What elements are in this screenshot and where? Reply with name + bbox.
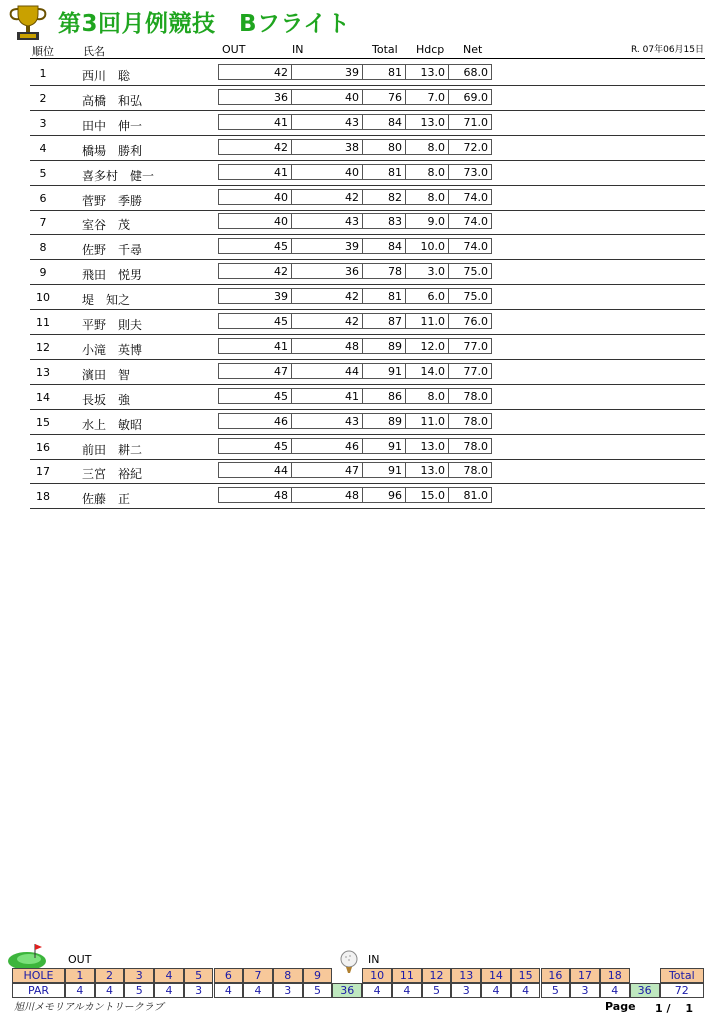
hole-number: 17 xyxy=(570,968,600,983)
hdcp-cell: 13.0 xyxy=(406,462,449,478)
total-score-cell: 81 xyxy=(363,64,406,80)
hdcp-cell: 7.0 xyxy=(406,89,449,105)
net-score-cell: 77.0 xyxy=(449,363,492,379)
net-score-cell: 74.0 xyxy=(449,238,492,254)
par-value: 5 xyxy=(303,983,333,998)
name-cell: 小滝 英博 xyxy=(82,342,143,357)
header-divider xyxy=(30,58,705,59)
name-cell: 前田 耕二 xyxy=(82,442,143,457)
out-score-cell: 45 xyxy=(218,438,292,454)
hdcp-cell: 8.0 xyxy=(406,388,449,404)
hole-number: 4 xyxy=(154,968,184,983)
net-score-cell: 78.0 xyxy=(449,438,492,454)
in-score-cell: 42 xyxy=(292,288,363,304)
table-row xyxy=(30,483,705,509)
out-score-cell: 42 xyxy=(218,263,292,279)
hole-number: 6 xyxy=(214,968,244,983)
total-score-cell: 81 xyxy=(363,288,406,304)
total-score-cell: 89 xyxy=(363,413,406,429)
header-net: Net xyxy=(463,43,483,56)
scorecard xyxy=(12,968,704,1000)
name-cell: 喜多村 健一 xyxy=(82,168,155,183)
in-score-cell: 42 xyxy=(292,313,363,329)
name-cell: 濱田 智 xyxy=(82,367,131,382)
net-score-cell: 73.0 xyxy=(449,164,492,180)
header-in: IN xyxy=(292,43,304,56)
table-row xyxy=(30,135,705,161)
name-cell: 高橋 和弘 xyxy=(82,93,143,108)
par-value: 3 xyxy=(451,983,481,998)
table-row xyxy=(30,209,705,235)
table-row xyxy=(30,409,705,435)
name-cell: 佐藤 正 xyxy=(82,492,131,507)
table-row xyxy=(30,185,705,211)
par-value: 5 xyxy=(541,983,571,998)
net-score-cell: 74.0 xyxy=(449,189,492,205)
hole-number: 12 xyxy=(422,968,452,983)
net-score-cell: 78.0 xyxy=(449,413,492,429)
par-value: 5 xyxy=(422,983,452,998)
out-score-cell: 36 xyxy=(218,89,292,105)
rank-cell: 7 xyxy=(39,216,47,230)
name-cell: 平野 則夫 xyxy=(82,318,143,332)
total-score-cell: 84 xyxy=(363,114,406,130)
table-row xyxy=(30,85,705,111)
header-name: 氏名 xyxy=(83,45,105,58)
rank-cell: 16 xyxy=(36,440,50,454)
hole-number: 2 xyxy=(95,968,125,983)
par-value: 4 xyxy=(95,983,125,998)
par-value: 4 xyxy=(511,983,541,998)
total-score-cell: 80 xyxy=(363,139,406,155)
hole-number: 9 xyxy=(303,968,333,983)
hdcp-cell: 3.0 xyxy=(406,263,449,279)
report-date: R. 07年06月15日 xyxy=(630,45,704,55)
par-value: 4 xyxy=(362,983,392,998)
rank-cell: 14 xyxy=(36,390,50,404)
par-value: 4 xyxy=(600,983,630,998)
par-value: 5 xyxy=(124,983,154,998)
par-value: 3 xyxy=(273,983,303,998)
par-value: 3 xyxy=(570,983,600,998)
name-cell: 佐野 千尋 xyxy=(82,243,143,258)
net-score-cell: 74.0 xyxy=(449,213,492,229)
out-label: OUT xyxy=(68,953,92,966)
net-score-cell: 68.0 xyxy=(449,64,492,80)
par-total: 72 xyxy=(660,983,704,998)
name-cell: 橋場 勝利 xyxy=(82,143,143,158)
total-score-cell: 89 xyxy=(363,338,406,354)
out-score-cell: 45 xyxy=(218,313,292,329)
in-score-cell: 39 xyxy=(292,238,363,254)
hdcp-cell: 13.0 xyxy=(406,438,449,454)
hdcp-cell: 8.0 xyxy=(406,164,449,180)
total-score-cell: 83 xyxy=(363,213,406,229)
rank-cell: 13 xyxy=(36,365,50,379)
out-sum-spacer xyxy=(332,968,362,983)
out-score-cell: 45 xyxy=(218,238,292,254)
name-cell: 三宮 裕紀 xyxy=(82,467,143,482)
out-score-cell: 41 xyxy=(218,338,292,354)
rank-cell: 10 xyxy=(36,291,50,305)
total-score-cell: 76 xyxy=(363,89,406,105)
name-cell: 堤 知之 xyxy=(82,293,131,308)
total-score-cell: 78 xyxy=(363,263,406,279)
table-row xyxy=(30,284,705,310)
in-sum-spacer xyxy=(630,968,660,983)
rank-cell: 12 xyxy=(36,340,50,354)
in-score-cell: 43 xyxy=(292,114,363,130)
hdcp-cell: 15.0 xyxy=(406,487,449,503)
net-score-cell: 78.0 xyxy=(449,388,492,404)
par-value: 4 xyxy=(243,983,273,998)
in-score-cell: 48 xyxy=(292,487,363,503)
out-par-total: 36 xyxy=(332,983,362,998)
hdcp-cell: 9.0 xyxy=(406,213,449,229)
hole-number: 3 xyxy=(124,968,154,983)
net-score-cell: 78.0 xyxy=(449,462,492,478)
hole-number: 11 xyxy=(392,968,422,983)
in-score-cell: 43 xyxy=(292,413,363,429)
hole-number: 14 xyxy=(481,968,511,983)
in-score-cell: 38 xyxy=(292,139,363,155)
in-score-cell: 41 xyxy=(292,388,363,404)
hole-number: 7 xyxy=(243,968,273,983)
hdcp-cell: 14.0 xyxy=(406,363,449,379)
golf-green-icon xyxy=(7,941,49,971)
net-score-cell: 72.0 xyxy=(449,139,492,155)
name-cell: 飛田 悦男 xyxy=(82,268,143,283)
rank-cell: 2 xyxy=(39,91,47,105)
out-score-cell: 42 xyxy=(218,64,292,80)
par-value: 4 xyxy=(392,983,422,998)
name-cell: 長坂 強 xyxy=(82,392,131,407)
header-rank: 順位 xyxy=(32,45,54,58)
in-score-cell: 48 xyxy=(292,338,363,354)
table-row xyxy=(30,309,705,335)
hdcp-cell: 8.0 xyxy=(406,139,449,155)
header-hdcp: Hdcp xyxy=(416,43,445,56)
hole-number: 18 xyxy=(600,968,630,983)
total-score-cell: 91 xyxy=(363,462,406,478)
hdcp-cell: 6.0 xyxy=(406,288,449,304)
club-name: 旭川メモリアルカントリークラブ xyxy=(14,1002,164,1013)
rank-cell: 11 xyxy=(36,316,50,329)
table-row xyxy=(30,458,705,484)
name-cell: 水上 敏昭 xyxy=(82,417,143,432)
out-score-cell: 46 xyxy=(218,413,292,429)
in-par-total: 36 xyxy=(630,983,660,998)
total-score-cell: 91 xyxy=(363,363,406,379)
hole-number: 13 xyxy=(451,968,481,983)
in-score-cell: 46 xyxy=(292,438,363,454)
out-score-cell: 42 xyxy=(218,139,292,155)
hdcp-cell: 12.0 xyxy=(406,338,449,354)
net-score-cell: 75.0 xyxy=(449,288,492,304)
hole-number: 1 xyxy=(65,968,95,983)
out-score-cell: 39 xyxy=(218,288,292,304)
table-row xyxy=(30,234,705,260)
net-score-cell: 75.0 xyxy=(449,263,492,279)
hdcp-cell: 11.0 xyxy=(406,313,449,329)
in-score-cell: 44 xyxy=(292,363,363,379)
net-score-cell: 71.0 xyxy=(449,114,492,130)
total-score-cell: 96 xyxy=(363,487,406,503)
table-row xyxy=(30,334,705,360)
header-out: OUT xyxy=(222,43,246,56)
rank-cell: 3 xyxy=(39,116,47,130)
in-score-cell: 40 xyxy=(292,164,363,180)
hdcp-cell: 13.0 xyxy=(406,114,449,130)
net-score-cell: 77.0 xyxy=(449,338,492,354)
page-label: Page xyxy=(605,1000,636,1013)
rank-cell: 18 xyxy=(36,490,50,504)
total-label: Total xyxy=(660,968,704,983)
rank-cell: 1 xyxy=(39,67,47,80)
header-total: Total xyxy=(372,43,398,56)
in-score-cell: 39 xyxy=(292,64,363,80)
net-score-cell: 69.0 xyxy=(449,89,492,105)
hdcp-cell: 11.0 xyxy=(406,413,449,429)
hdcp-cell: 13.0 xyxy=(406,64,449,80)
name-cell: 田中 伸一 xyxy=(82,118,143,133)
hole-label: HOLE xyxy=(12,968,65,983)
in-label: IN xyxy=(368,953,380,966)
in-score-cell: 47 xyxy=(292,462,363,478)
hole-number: 16 xyxy=(541,968,571,983)
out-score-cell: 40 xyxy=(218,189,292,205)
hole-number: 8 xyxy=(273,968,303,983)
rank-cell: 9 xyxy=(39,266,47,280)
hole-number: 15 xyxy=(511,968,541,983)
name-cell: 室谷 茂 xyxy=(82,218,131,233)
name-cell: 菅野 季勝 xyxy=(82,193,143,208)
rank-cell: 4 xyxy=(39,141,47,155)
hole-number: 10 xyxy=(362,968,392,983)
total-score-cell: 91 xyxy=(363,438,406,454)
total-score-cell: 86 xyxy=(363,388,406,404)
out-score-cell: 45 xyxy=(218,388,292,404)
page-number: 1 / 1 xyxy=(655,1002,693,1015)
rank-cell: 15 xyxy=(36,415,50,429)
par-value: 4 xyxy=(214,983,244,998)
total-score-cell: 82 xyxy=(363,189,406,205)
out-score-cell: 41 xyxy=(218,164,292,180)
total-score-cell: 87 xyxy=(363,313,406,329)
in-score-cell: 40 xyxy=(292,89,363,105)
net-score-cell: 76.0 xyxy=(449,313,492,329)
par-label: PAR xyxy=(12,983,65,998)
out-score-cell: 47 xyxy=(218,363,292,379)
par-value: 4 xyxy=(154,983,184,998)
name-cell: 西川 聡 xyxy=(82,69,131,83)
in-score-cell: 43 xyxy=(292,213,363,229)
table-row xyxy=(30,359,705,385)
par-value: 4 xyxy=(65,983,95,998)
out-score-cell: 41 xyxy=(218,114,292,130)
rank-cell: 5 xyxy=(39,166,47,180)
rank-cell: 8 xyxy=(39,241,47,255)
table-row xyxy=(30,110,705,136)
net-score-cell: 81.0 xyxy=(449,487,492,503)
in-score-cell: 36 xyxy=(292,263,363,279)
trophy-icon xyxy=(6,4,50,42)
par-value: 4 xyxy=(481,983,511,998)
table-row xyxy=(30,160,705,186)
table-row xyxy=(30,259,705,285)
hdcp-cell: 10.0 xyxy=(406,238,449,254)
hole-number: 5 xyxy=(184,968,214,983)
total-score-cell: 84 xyxy=(363,238,406,254)
total-score-cell: 81 xyxy=(363,164,406,180)
out-score-cell: 44 xyxy=(218,462,292,478)
out-score-cell: 40 xyxy=(218,213,292,229)
rank-cell: 6 xyxy=(39,191,47,205)
par-value: 3 xyxy=(184,983,214,998)
table-row xyxy=(30,384,705,410)
page-title: 第3回月例競技 Bフライト xyxy=(58,11,351,37)
in-score-cell: 42 xyxy=(292,189,363,205)
out-score-cell: 48 xyxy=(218,487,292,503)
rank-cell: 17 xyxy=(36,465,50,479)
table-row xyxy=(30,60,705,86)
table-row xyxy=(30,434,705,460)
hdcp-cell: 8.0 xyxy=(406,189,449,205)
